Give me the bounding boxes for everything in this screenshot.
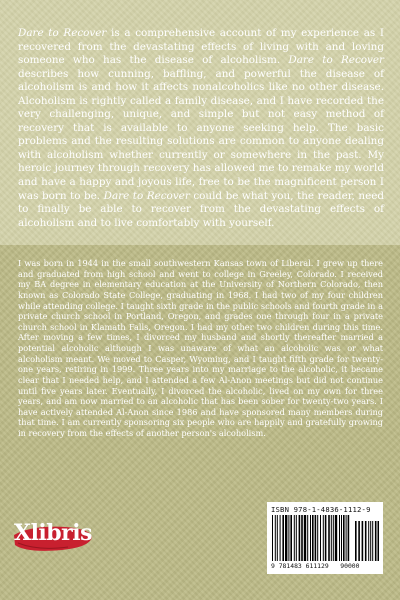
book-title-3: Dare to Recover xyxy=(103,189,190,202)
author-bio: I was born in 1944 in the small southwestern Kansas town of Liberal. I grew up there and graduated from high school and went to college in Greeley, Colorado. I received my BA degree in elementary education at the University of Northern Colorado, then known as Colorado State College, graduating in 1968. I had two of my four children while attending college. I taught sixth grade in the public schools and fourth grade in a private church school in Portland, Oregon, and grades one through four in a private church school in Klamath Falls, Oregon. I had my other two children during this time. After moving a few times, I divorced my husband and shortly thereafter married a potential alcoholic although I was unaware of what an alcoholic was or what alcoholism meant. We moved to Casper, Wyoming, and I taught fifth grade for twenty-one years, retiring in 1999. Three years into my marriage to the alcoholic, it became clear that I needed help, and I attended a few Al-Anon meetings but did not continue until five years later. Eventually, I divorced the alcoholic, lived on my own for three years, and am now married to an alcoholic that has been sober for twenty-two years. I have actively attended Al-Anon since 1986 and have sponsored many members during that time. I am currently sponsoring six people who are happily and gratefully growing in recovery from the effects of another person's alcoholism. xyxy=(18,258,383,438)
blurb-text-2: describes how cunning, baffling, and powerful the disease of alcoholism is and how it affects nonalcoholics like no other disease. Alcoholism is rightly called a family disease, and I have recorded the very challenging, unique, and simple but not easy method of recovery that is available to anyone seeking help. The basic problems and the resulting solutions are common to anyone dealing with alcoholism whether currently or somewhere in the past. My heroic journey through recovery has allowed me to remake my world and have a happy and joyous life, free to be the magnificent person I was born to be. xyxy=(18,67,384,202)
blurb-text-1: is a comprehensive account of my experience as I recovered from the devastating effects of living with and loving someone who has the disease of alcoholism. xyxy=(18,27,384,67)
blurb-paragraph xyxy=(18,27,384,230)
barcode-bars xyxy=(271,515,379,561)
barcode-addon: 90000 xyxy=(340,562,360,570)
book-title-1: Dare to Recover xyxy=(18,27,107,39)
book-title-2: Dare to Recover xyxy=(288,54,385,67)
barcode-digits xyxy=(271,562,379,570)
publisher-logo-text: Xlibris xyxy=(14,520,93,546)
barcode-number: 9 781483 611129 xyxy=(271,562,329,570)
isbn-barcode xyxy=(267,502,383,574)
blurb-text-3: could be what you, the reader, need to finally be able to recover from the devastating effects of alcoholism and to live comfortably with yourself. xyxy=(18,189,385,229)
isbn-label: ISBN 978-1-4836-1112-9 xyxy=(271,505,371,514)
